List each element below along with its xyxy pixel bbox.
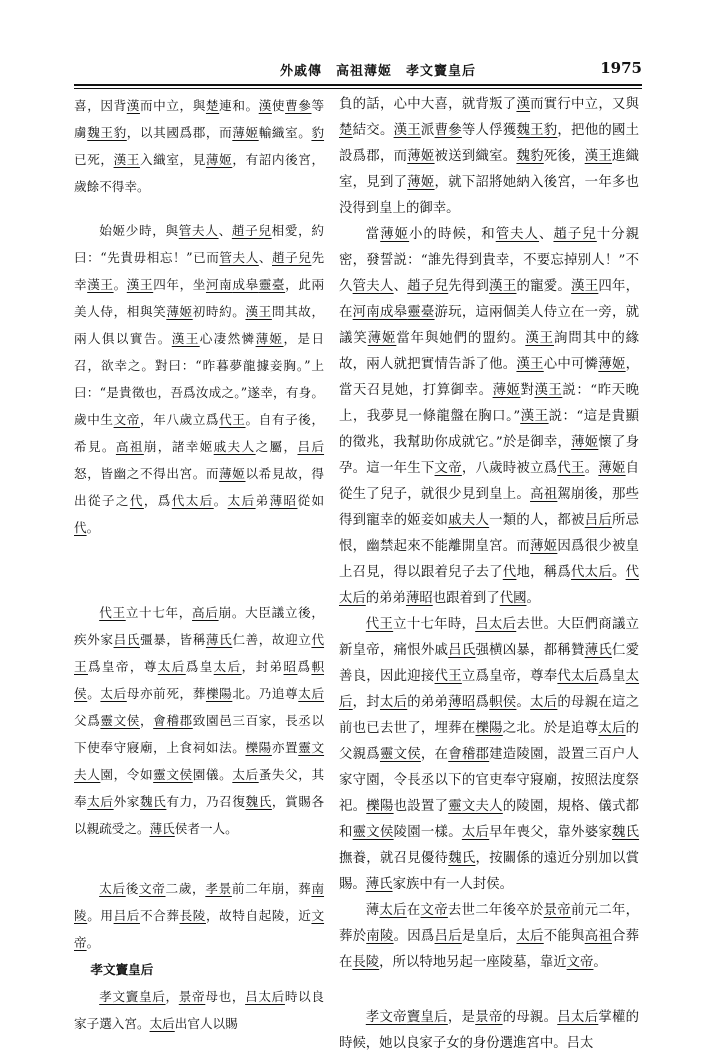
proper-name: 代 [502, 565, 517, 580]
proper-name: 薄姬 [205, 152, 233, 167]
proper-name: 魏王豹 [87, 125, 127, 140]
proper-name: 管夫人 [495, 227, 540, 242]
proper-name: 薄姬 [492, 383, 521, 398]
proper-name: 戚夫人 [213, 439, 256, 454]
proper-name: 南陵 [74, 881, 325, 923]
proper-name: 薄姬 [571, 435, 599, 450]
proper-name: 魏氏 [612, 825, 640, 840]
proper-name: 太后 [379, 903, 407, 918]
proper-name: 景帝 [178, 989, 206, 1004]
proper-name: 管夫人 [352, 279, 394, 294]
right-paragraph-5: 孝文帝竇皇后，是景帝的母親。吕太后掌權的時候，她以良家子女的身份選進宮中。吕太 [339, 1010, 640, 1051]
proper-name: 吕太后 [557, 1010, 599, 1025]
proper-name: 代王 [99, 605, 126, 620]
proper-name: 櫟陽 [475, 721, 503, 736]
proper-name: 漢王 [534, 383, 563, 398]
proper-name: 漢 [258, 98, 272, 113]
proper-name: 靈文侯 [379, 747, 421, 762]
proper-name: 孝景 [205, 881, 232, 896]
proper-name: 太后 [100, 686, 127, 701]
proper-name: 高祖 [584, 929, 612, 944]
proper-name: 漢王 [525, 331, 554, 346]
proper-name: 魏氏 [448, 851, 476, 866]
paragraph-gap [74, 541, 324, 599]
proper-name: 薄昭 [405, 591, 433, 606]
proper-name: 長陵 [352, 955, 380, 970]
proper-name: 太后 [149, 1016, 175, 1031]
proper-name: 文帝 [113, 412, 140, 427]
proper-name: 景帝 [543, 903, 571, 918]
proper-name: 薄姬 [232, 125, 259, 140]
proper-name: 戚夫人 [448, 513, 490, 528]
proper-name: 魏豹 [516, 149, 544, 164]
proper-name: 會稽郡 [448, 747, 490, 762]
proper-name: 太后 [516, 929, 544, 944]
right-paragraph-2: 當薄姬小的時候，和管夫人、趙子兒十分親密，發誓説：“誰先得到貴幸，不要忘掉别人！”不久管夫人、趙子兒先得到漢王的寵愛。漢王四年，在河南成皋靈臺游玩，這兩個美人侍立在一旁，就議笑薄姬當年與她們的盟約。漢王詢問其中的緣故，兩人就把實情告訴了他。漢王心中可憐薄姬，當天召見她，打算御幸。薄姬對漢王説：“昨天晚上，我夢見一條龍盤在胸口。”漢王説：“這是貴顯的徵兆，我幫助你成就它。”於是御幸，薄姬懷了身孕。這一年生下文帝，八歲時被立爲代王。薄姬自從生了兒子，就很少見到皇上。高祖駕崩後，那些得到寵幸的姬妾如戚夫人一類的人，都被吕后所忌恨，幽禁起來不能離開皇宮。而薄姬因爲很少被皇上召見，得以跟着兒子去了代地，稱爲代太后。代太后的弟弟薄昭也跟着到了代國。 [339, 227, 640, 606]
proper-name: 高祖 [530, 487, 558, 502]
proper-name: 靈文夫人 [74, 740, 325, 782]
proper-name: 漢 [126, 98, 140, 113]
proper-name: 太后 [530, 695, 558, 710]
proper-name: 會稽郡 [153, 713, 193, 728]
proper-name: 景帝 [475, 1010, 503, 1025]
proper-name: 漢王 [516, 357, 544, 372]
proper-name: 太后 [339, 669, 640, 710]
proper-name: 薄姬 [598, 357, 626, 372]
left-column-classical-text [74, 92, 324, 1037]
proper-name: 昭 [283, 659, 298, 674]
proper-name: 豹 [311, 125, 325, 140]
proper-name: 趙子兒 [553, 227, 597, 242]
proper-name: 管夫人 [219, 250, 259, 265]
right-paragraph-4: 薄太后在文帝去世二年後卒於景帝前元二年，葬於南陵。因爲吕后是皇后，太后不能與高祖合葬在長陵，所以特地另起一座陵墓，靠近文帝。 [339, 903, 640, 970]
proper-name: 漢王 [171, 331, 200, 346]
paragraph-gap [74, 842, 324, 875]
proper-name: 太后 [379, 695, 408, 710]
proper-name: 薄姬 [219, 466, 246, 481]
proper-name: 吕太后 [475, 617, 517, 632]
proper-name: 靈臺 [407, 305, 435, 320]
proper-name: 趙子兒 [407, 279, 449, 294]
header-rule [74, 84, 642, 86]
proper-name: 代王 [219, 412, 246, 427]
page-number: 1975 [600, 59, 642, 77]
proper-name: 吕后 [297, 439, 325, 454]
proper-name: 趙子兒 [231, 223, 272, 238]
proper-name: 薄昭 [448, 695, 476, 710]
proper-name: 代太后 [171, 493, 214, 508]
proper-name: 櫟陽 [366, 799, 394, 814]
proper-name: 漢 [516, 97, 531, 112]
proper-name: 孝文帝 [365, 1010, 407, 1025]
paragraph-gap [339, 976, 639, 1005]
proper-name: 趙子兒 [272, 250, 312, 265]
proper-name: 文帝 [74, 908, 325, 950]
proper-name: 薄姬 [407, 149, 435, 164]
proper-name: 代國 [499, 591, 527, 606]
proper-name: 代太后 [557, 669, 599, 684]
left-paragraph-1: 喜，因背漢而中立，與楚連和。漢使曹參等虜魏王豹，以其國爲郡，而薄姬輸織室。豹已死，漢王入織室，見薄姬，有詔内後宮，歲餘不得幸。 [74, 98, 325, 194]
header-rule-thin [74, 88, 642, 89]
proper-name: 河南 [205, 277, 233, 292]
proper-name: 漢王 [87, 277, 114, 292]
proper-name: 吕后 [113, 908, 140, 923]
proper-name: 吕氏 [113, 632, 140, 647]
proper-name: 漢王 [245, 304, 272, 319]
proper-name: 文帝 [566, 955, 594, 970]
proper-name: 代 [129, 493, 144, 508]
proper-name: 太后 [232, 767, 259, 782]
running-head: 外戚傳 高祖薄姬 孝文竇皇后 [280, 64, 477, 79]
proper-name: 高祖 [115, 439, 144, 454]
proper-name: 太后 [157, 659, 186, 674]
proper-name: 楚 [205, 98, 220, 113]
proper-name: 薄氏 [365, 877, 393, 892]
proper-name: 吕氏 [448, 643, 476, 658]
proper-name: 薄姬 [598, 461, 626, 476]
proper-name: 代太后 [571, 565, 612, 580]
proper-name: 櫟陽 [245, 740, 272, 755]
proper-name: 靈文侯 [352, 825, 394, 840]
proper-name: 太后 [227, 493, 256, 508]
proper-name: 薄姬 [255, 331, 284, 346]
proper-name: 代王 [557, 461, 585, 476]
proper-name: 曹參 [285, 98, 312, 113]
proper-name: 太后 [213, 659, 242, 674]
proper-name: 靈文侯 [153, 767, 193, 782]
proper-name: 魏王豹 [516, 123, 558, 138]
right-paragraph-1: 負的話，心中大喜，就背叛了漢而實行中立，又與楚結交。漢王派曹參等人俘獲魏王豹，把他的國土設爲郡，而薄姬被送到織室。魏豹死後，漢王進織室，見到了薄姬，就下詔將她納入後宮，一年多也没得到皇上的御幸。 [339, 97, 640, 216]
proper-name: 薄氏 [205, 632, 233, 647]
proper-name: 薄氏 [584, 643, 612, 658]
proper-name: 漢王 [126, 277, 154, 292]
right-column-translation [339, 92, 639, 1057]
proper-name: 太后 [461, 825, 490, 840]
proper-name: 文帝 [420, 903, 448, 918]
proper-name: 軹侯 [74, 659, 325, 701]
proper-name: 漢王 [571, 279, 599, 294]
proper-name: 薄姬 [166, 304, 193, 319]
proper-name: 靈文侯 [100, 713, 140, 728]
proper-name: 漢王 [489, 279, 517, 294]
proper-name: 南陵 [366, 929, 394, 944]
proper-name: 靈文夫人 [448, 799, 503, 814]
page-header [74, 60, 642, 84]
proper-name: 漢王 [393, 123, 421, 138]
proper-name: 薄姬 [407, 175, 435, 190]
proper-name: 薄氏 [149, 821, 175, 836]
proper-name: 太后 [598, 721, 626, 736]
proper-name: 漢王 [584, 149, 612, 164]
proper-name: 吕后 [434, 929, 462, 944]
proper-name: 管夫人 [178, 223, 219, 238]
left-paragraph-5: 孝文竇皇后，景帝母也，吕太后時以良家子選入宮。太后出官人以賜 [74, 989, 325, 1031]
proper-name: 孝文竇皇后 [99, 989, 166, 1004]
proper-name: 高后 [192, 605, 219, 620]
proper-name: 薄姬 [530, 539, 558, 554]
proper-name: 楚 [339, 123, 353, 138]
left-paragraph-3: 代王立十七年，高后崩。大臣議立後，疾外家吕氏彊暴，皆稱薄氏仁善，故迎立代王爲皇帝，尊太后爲皇太后，封弟昭爲軹侯。太后母亦前死，葬櫟陽北。乃追尊太后父爲靈文侯，會稽郡致園邑三百家，長丞以下使奉守寢廟，上食祠如法。櫟陽亦置靈文夫人園，令如靈文侯園儀。太后蚤失父，其奉太后外家魏氏有力，乃召復魏氏，賞賜各以親疏受之。薄氏侯者一人。 [74, 605, 325, 836]
proper-name: 成皋 [379, 305, 408, 320]
proper-name: 薄姬 [367, 331, 397, 346]
proper-name: 文帝 [138, 881, 166, 896]
proper-name: 靈臺 [258, 277, 286, 292]
proper-name: 河南 [352, 305, 380, 320]
left-paragraph-2: 始姬少時，與管夫人、趙子兒相愛，約曰：“先貴毋相忘！”已而管夫人、趙子兒先幸漢王。漢王四年，坐河南成皋靈臺，此兩美人侍，相與笑薄姬初時約。漢王問其故，兩人俱以實告。漢王心凄然憐薄姬，是日召，欲幸之。對曰：“昨暮夢龍據妾胸。”上曰：“是貴徵也，吾爲汝成之。”遂幸，有身。歲中生文帝，年八歲立爲代王。自有子後，希見。高祖崩，諸幸姬戚夫人之屬，吕后怒，皆幽之不得出宮。而薄姬以希見故，得出從子之代，爲代太后。太后弟薄昭從如代。 [74, 223, 325, 535]
proper-name: 吕后 [584, 513, 612, 528]
proper-name: 漢王 [113, 152, 140, 167]
proper-name: 曹參 [434, 123, 462, 138]
proper-name: 文帝 [434, 461, 462, 476]
section-heading: 孝文竇皇后 [90, 962, 154, 977]
proper-name: 吕太后 [245, 989, 285, 1004]
proper-name: 薄姬 [380, 227, 410, 242]
proper-name: 太后 [298, 686, 325, 701]
proper-name: 軹侯 [489, 695, 517, 710]
left-paragraph-4: 太后後文帝二歲，孝景前二年崩，葬南陵。用吕后不合葬長陵，故特自起陵，近文帝。 [74, 881, 325, 950]
right-paragraph-3: 代王立十七年時，吕太后去世。大臣們商議立新皇帝，痛恨外戚吕氏强横凶暴，都稱贊薄氏仁愛善良，因此迎接代王立爲皇帝，尊奉代太后爲皇太后，封太后的弟弟薄昭爲軹侯。太后的母親在這之前也已去世了，埋葬在櫟陽之北。於是追尊太后的父親爲靈文侯，在會稽郡建造陵園，設置三百户人家守園，令長丞以下的官吏奉守寢廟，按照法度祭祀。櫟陽也設置了靈文夫人的陵園，規格、儀式都和靈文侯陵園一樣。太后早年喪父，靠外婆家魏氏撫養，就召見優待魏氏，按關係的遠近分别加以賞賜。薄氏家族中有一人封侯。 [339, 617, 640, 892]
proper-name: 魏氏 [245, 794, 272, 809]
proper-name: 代王 [74, 632, 325, 674]
proper-name: 太后 [87, 794, 114, 809]
proper-name: 代 [74, 520, 87, 535]
paragraph-gap [74, 200, 324, 217]
proper-name: 櫟陽 [205, 686, 233, 701]
proper-name: 代太后 [339, 565, 640, 606]
proper-name: 魏氏 [139, 794, 167, 809]
proper-name: 代王 [365, 617, 394, 632]
proper-name: 太后 [99, 881, 126, 896]
proper-name: 薄昭 [269, 493, 298, 508]
proper-name: 長陵 [179, 908, 206, 923]
proper-name: 漢王 [520, 409, 549, 424]
proper-name: 代王 [434, 669, 462, 684]
proper-name: 竇皇后 [406, 1010, 448, 1025]
proper-name: 成皋 [232, 277, 259, 292]
